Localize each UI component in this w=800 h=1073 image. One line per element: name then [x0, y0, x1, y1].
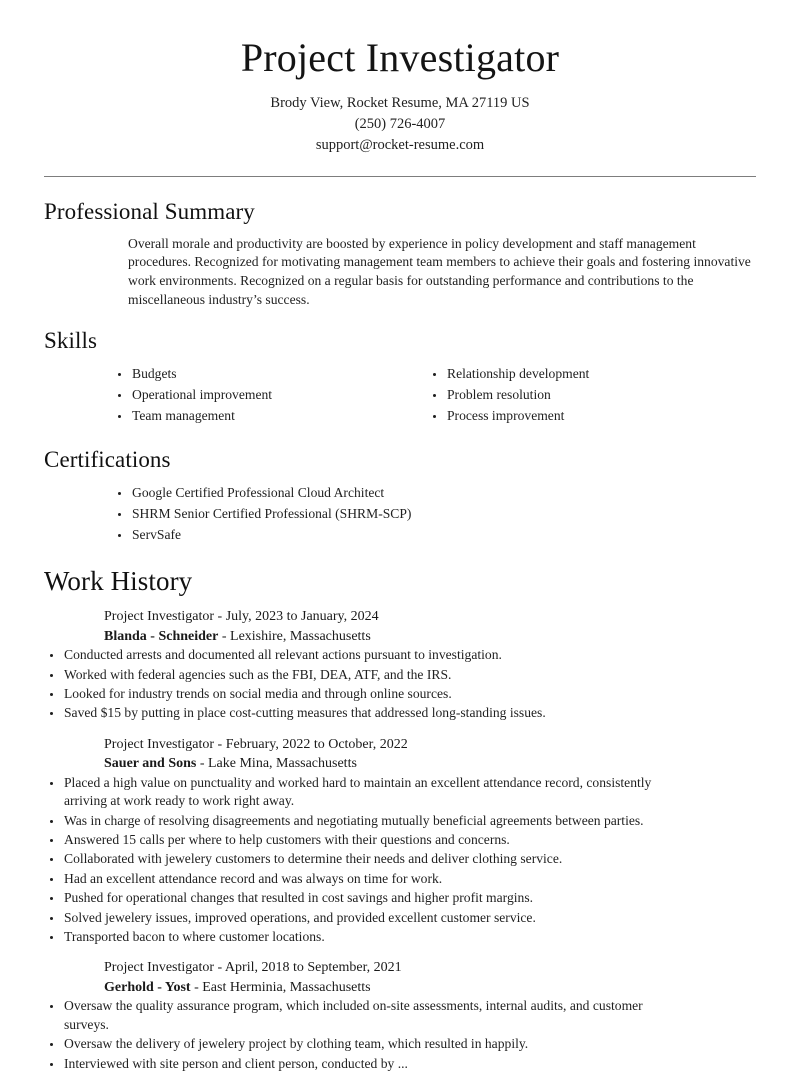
job-organization	[104, 978, 756, 998]
skill-item: Process improvement	[427, 407, 756, 425]
header-divider	[44, 176, 756, 177]
skills-column-left	[112, 365, 427, 428]
job-company-name: Gerhold - Yost	[104, 979, 191, 995]
section-heading-skills: Skills	[44, 328, 98, 354]
job-bullet-item: Answered 15 calls per where to help customers with their questions and concerns.	[44, 831, 684, 849]
contact-email: support@rocket-resume.com	[315, 136, 485, 153]
resume-header	[0, 0, 800, 156]
job-title: Project Investigator	[104, 736, 215, 752]
job-organization	[104, 627, 756, 647]
job-company-name: Sauer and Sons	[104, 756, 197, 772]
skill-item: Operational improvement	[112, 386, 427, 404]
job-bullet-item: Conducted arrests and documented all relevant actions pursuant to investigation.	[44, 646, 684, 664]
section-heading-certifications: Certifications	[44, 446, 171, 472]
contact-phone: (250) 726-4007	[354, 115, 446, 132]
job-location: - Lexishire, Massachusetts	[218, 628, 371, 644]
job-separator: -	[214, 609, 226, 625]
section-heading-summary: Professional Summary	[44, 198, 255, 224]
job-title-and-dates	[104, 958, 756, 978]
job-bullet-item: Transported bacon to where customer locations.	[44, 928, 684, 946]
job-title-and-dates	[104, 607, 756, 627]
job-bullet-item: Had an excellent attendance record and was always on time for work.	[44, 870, 684, 888]
certifications-list	[112, 484, 756, 544]
job-bullet-item: Placed a high value on punctuality and worked hard to maintain an excellent attendance record, consistently arriving at work ready to work right away.	[44, 774, 684, 811]
section-heading-work-history: Work History	[44, 566, 193, 597]
certifications-list-wrap	[112, 484, 756, 544]
job-bullet-item: Collaborated with jewelery customers to determine their needs and deliver clothing service.	[44, 850, 684, 868]
job-bullet-list	[44, 774, 684, 947]
certification-item: SHRM Senior Certified Professional (SHRM-SCP)	[112, 505, 756, 523]
job-bullet-item: Solved jewelery issues, improved operations, and provided excellent customer service.	[44, 909, 684, 927]
job-separator: -	[214, 736, 226, 752]
job-dates: April, 2018 to September, 2021	[224, 960, 402, 976]
job-organization	[104, 754, 756, 774]
job-bullet-item: Saved $15 by putting in place cost-cutting measures that addressed long-standing issues.	[44, 704, 684, 722]
contact-block	[0, 93, 800, 156]
job-company-name: Blanda - Schneider	[104, 628, 219, 644]
contact-address: Brody View, Rocket Resume, MA 27119 US	[270, 94, 530, 111]
work-history-entry	[44, 735, 756, 947]
job-title-and-dates	[104, 735, 756, 755]
job-separator: -	[214, 960, 225, 976]
work-history-entry	[44, 607, 756, 723]
job-location: - East Herminia, Massachusetts	[190, 979, 371, 995]
section-professional-summary	[0, 197, 800, 309]
section-skills	[0, 326, 800, 428]
section-work-history	[0, 564, 800, 1073]
job-bullet-list	[44, 997, 684, 1073]
job-bullet-item: Oversaw the delivery of jewelery project by clothing team, which resulted in happily.	[44, 1035, 684, 1053]
skills-columns	[112, 365, 756, 428]
job-bullet-item: Pushed for operational changes that resulted in cost savings and higher profit margins.	[44, 889, 684, 907]
skill-item: Problem resolution	[427, 386, 756, 404]
skill-item: Team management	[112, 407, 427, 425]
certification-item: Google Certified Professional Cloud Architect	[112, 484, 756, 502]
work-history-entry	[44, 958, 756, 1073]
job-title: Project Investigator	[104, 960, 215, 976]
work-history-entries	[44, 607, 756, 1073]
job-dates: July, 2023 to January, 2024	[225, 609, 379, 625]
job-bullet-list	[44, 646, 684, 723]
job-bullet-item: Worked with federal agencies such as the FBI, DEA, ATF, and the IRS.	[44, 666, 684, 684]
section-certifications	[0, 445, 800, 544]
job-bullet-item: Interviewed with site person and client person, conducted by ...	[44, 1055, 684, 1073]
job-location: - Lake Mina, Massachusetts	[196, 756, 357, 772]
skill-item: Relationship development	[427, 365, 756, 383]
job-bullet-item: Oversaw the quality assurance program, which included on-site assessments, internal audits, and customer surveys.	[44, 997, 684, 1034]
skills-column-right	[427, 365, 756, 428]
skill-item: Budgets	[112, 365, 427, 383]
page-title: Project Investigator	[240, 35, 560, 80]
job-dates: February, 2022 to October, 2022	[225, 736, 408, 752]
certification-item: ServSafe	[112, 526, 756, 544]
summary-text: Overall morale and productivity are boosted by experience in policy development and staff management procedures. Recognized for motivating management team members to achieve their goals and fostering innovative work environments. Recognized on a regular basis for outstanding performance and contributions to the miscellaneous industry’s success.	[128, 235, 751, 307]
job-bullet-item: Was in charge of resolving disagreements and negotiating mutually beneficial agreements between parties.	[44, 812, 684, 830]
job-title: Project Investigator	[104, 609, 215, 625]
job-bullet-item: Looked for industry trends on social media and through online sources.	[44, 685, 684, 703]
